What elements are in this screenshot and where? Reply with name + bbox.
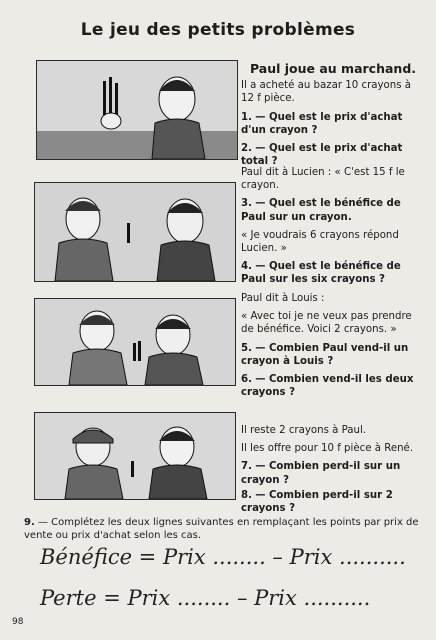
question-1-number: 1. [241,111,252,123]
section-4-text [241,424,425,520]
page-number: 98 [12,617,24,627]
question-2 [241,142,425,168]
question-3 [241,197,425,223]
section-1-text [241,62,425,173]
question-9-number: 9. [24,517,35,528]
question-7 [241,460,425,486]
section-4-intro: Il reste 2 crayons à Paul. [241,425,367,436]
illustration-boys-exchanging-pencils [34,298,236,386]
illustration-boy-offering-pencils [34,412,236,500]
formula-perte: Perte = Prix ........ – Prix .......... [40,586,371,610]
question-5-number: 5. [241,342,252,354]
illustration-boy-holding-pencils [36,60,238,160]
section-1-intro: Il a acheté au bazar 10 crayons à 12 f pièce. [241,80,412,105]
question-2-number: 2. [241,143,252,155]
question-9 [24,516,424,542]
question-8-number: 8. [241,489,252,501]
question-6-number: 6. [241,374,252,386]
section-4-offer: Il les offre pour 10 f pièce à René. [241,443,414,455]
question-8-text: — Combien perd-il sur 2 crayons ? [241,489,393,515]
question-6-text: — Combien vend-il les deux crayons ? [241,374,414,399]
question-7-text: — Combien perd-il sur un crayon ? [241,461,401,486]
question-5 [241,342,425,368]
question-4-text: — Quel est le bénéfice de Paul sur les six crayons ? [241,261,401,286]
question-1 [241,111,425,137]
page-title: Le jeu des petits problèmes [80,20,356,40]
formula-benefice: Bénéfice = Prix ........ – Prix .......... [40,545,406,569]
section-1-subtitle: Paul joue au marchand. [249,61,417,76]
question-7-number: 7. [241,461,252,473]
section-3-quote: « Avec toi je ne veux pas prendre de bénéfice. Voici 2 crayons. » [241,311,412,336]
section-2-text [241,166,425,292]
question-2-text: — Quel est le prix d'achat total ? [241,143,403,168]
section-2-quote: « Je voudrais 6 crayons répond Lucien. » [241,229,399,255]
question-3-text: — Quel est le bénéfice de Paul sur un crayon. [241,198,401,223]
section-2-intro: Paul dit à Lucien : « C'est 15 f le crayon. [241,167,405,192]
question-9-text: — Complétez les deux lignes suivantes en remplaçant les points par prix de vente ou prix d'achat selon les cas. [24,517,419,541]
question-1-text: — Quel est le prix d'achat d'un crayon ? [241,111,403,136]
question-3-number: 3. [241,198,252,210]
section-3-text [241,292,425,404]
question-4 [241,260,425,286]
question-6 [241,373,425,399]
illustration-two-boys-talking [34,182,236,282]
question-8 [241,489,425,515]
question-4-number: 4. [241,261,252,273]
question-5-text: — Combien Paul vend-il un crayon à Louis ? [241,342,409,367]
section-3-intro: Paul dit à Louis : [241,293,325,304]
